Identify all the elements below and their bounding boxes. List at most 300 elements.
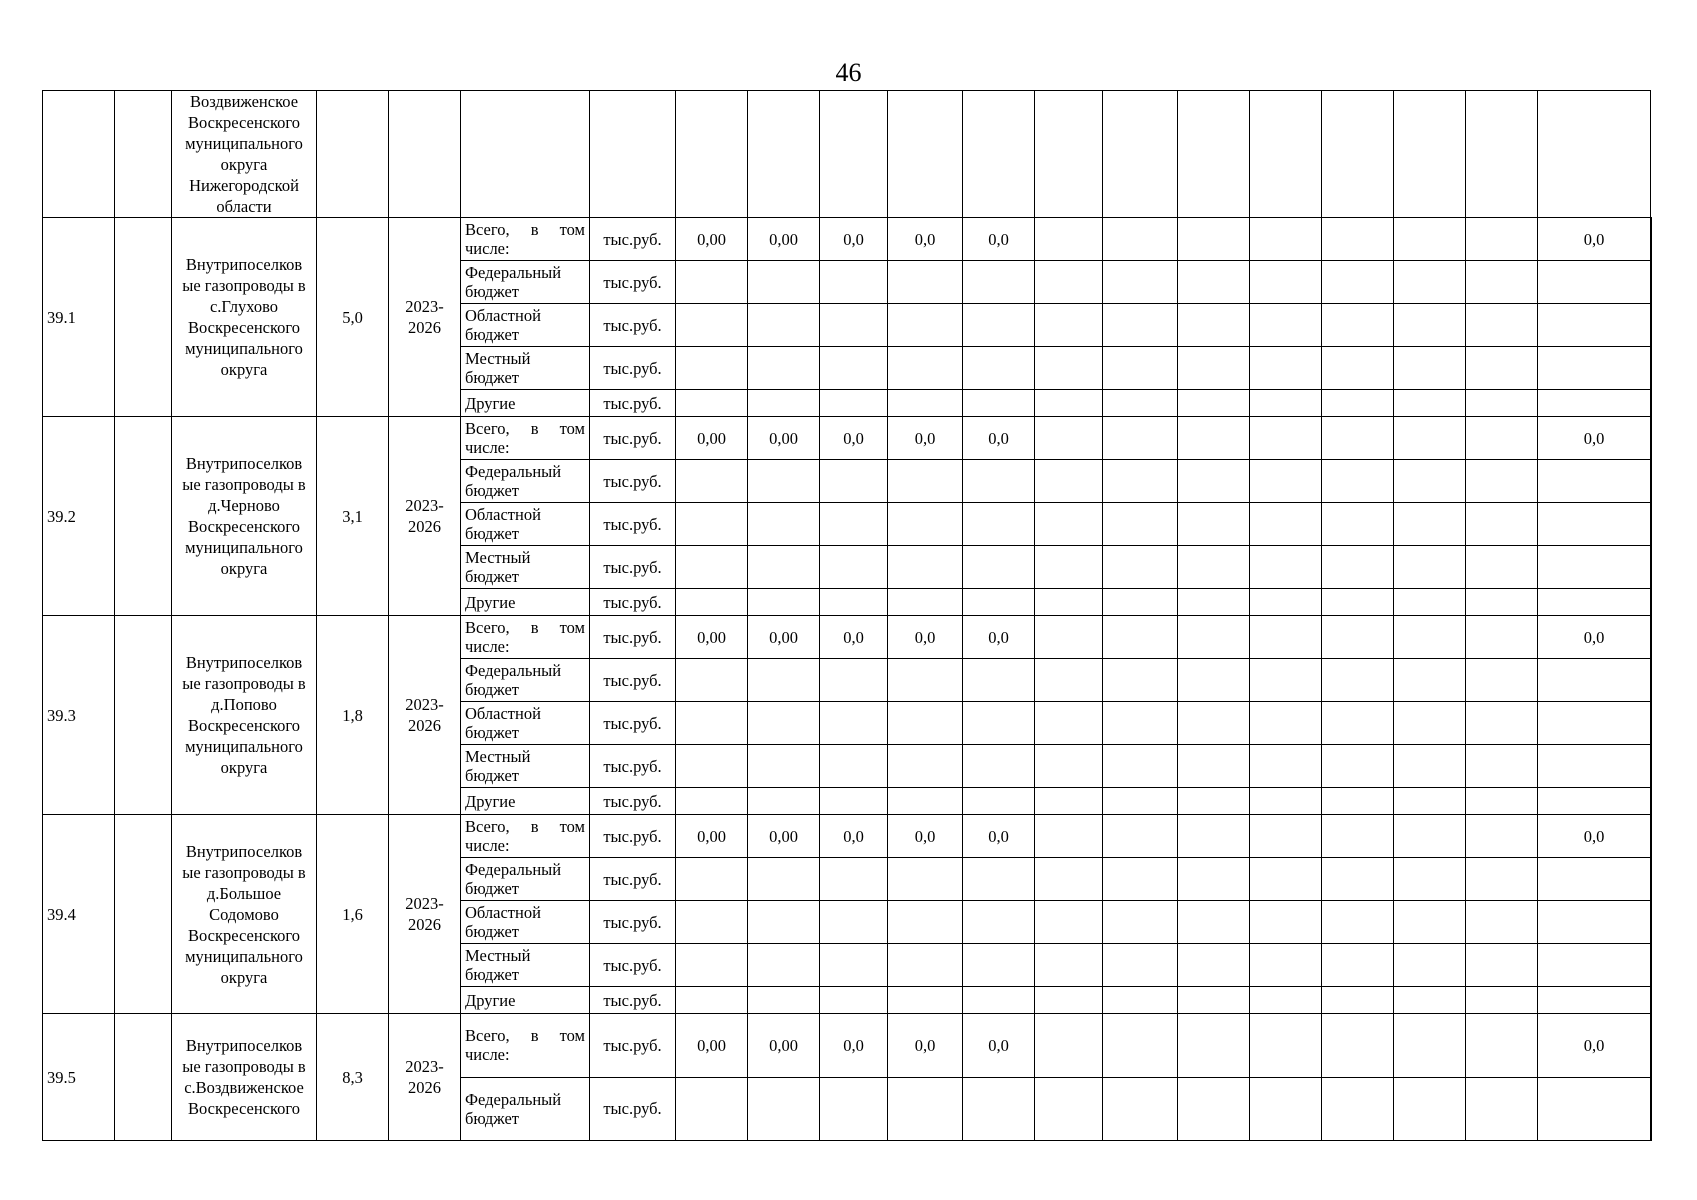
value-cell: [1035, 788, 1103, 815]
value-cell: [1035, 815, 1103, 858]
funding-source: Другие: [461, 788, 590, 815]
value-cell: [888, 304, 963, 347]
funding-source: [461, 1014, 590, 1078]
unit-label: тыс.руб.: [590, 616, 676, 659]
funding-source-line: Всего, в том: [465, 618, 585, 637]
funding-source-line: числе:: [465, 438, 510, 457]
value-cell: 0,00: [676, 417, 748, 460]
value-cell: [1322, 901, 1394, 944]
value-cell: [676, 858, 748, 901]
item-length: 1,8: [317, 616, 389, 815]
value-cell: [820, 901, 888, 944]
value-cell: [1250, 347, 1322, 390]
value-cell: [820, 304, 888, 347]
item-number: 39.2: [43, 417, 115, 616]
unit-label: тыс.руб.: [590, 901, 676, 944]
funding-source-line: числе:: [465, 239, 510, 258]
value-cell: [748, 546, 820, 589]
value-cell: [1035, 460, 1103, 503]
value-cell: 0,00: [748, 1014, 820, 1078]
value-cell: [1035, 616, 1103, 659]
value-cell: 0,00: [676, 616, 748, 659]
value-cell: [676, 1077, 748, 1141]
table-row: [43, 417, 1652, 460]
item-name: Внутрипоселков ые газопроводы в с.Воздвиженское Воскресенского: [172, 1014, 317, 1141]
value-cell: [888, 589, 963, 616]
value-cell: 0,0: [963, 417, 1035, 460]
value-cell: [820, 944, 888, 987]
value-cell: [963, 390, 1035, 417]
funding-source: Местный бюджет: [461, 546, 590, 589]
funding-source: Местный бюджет: [461, 347, 590, 390]
value-cell: 0,0: [1538, 616, 1651, 659]
value-cell: 0,0: [820, 417, 888, 460]
value-cell: [676, 788, 748, 815]
unit-label: тыс.руб.: [590, 659, 676, 702]
value-cell: [1394, 1077, 1466, 1141]
value-cell: [748, 901, 820, 944]
item-years: 2023-2026: [389, 815, 461, 1014]
value-cell: [1035, 503, 1103, 546]
value-cell: [1035, 1014, 1103, 1078]
value-cell: [1178, 589, 1250, 616]
value-cell: [1322, 815, 1394, 858]
value-cell: [676, 659, 748, 702]
value-cell: [1250, 546, 1322, 589]
value-cell: [963, 589, 1035, 616]
value-cell: [820, 987, 888, 1014]
value-cell: [1538, 546, 1651, 589]
value-cell: [1250, 901, 1322, 944]
value-cell: [1250, 659, 1322, 702]
funding-source: Областной бюджет: [461, 901, 590, 944]
page-number: 46: [835, 58, 862, 87]
item-name: Внутрипоселков ые газопроводы в д.Попово Воскресенского муниципального округа: [172, 616, 317, 815]
program-table: [42, 90, 1652, 1141]
item-note: [1651, 815, 1652, 1014]
value-cell: [1394, 745, 1466, 788]
value-cell: 0,00: [748, 815, 820, 858]
value-cell: [1394, 1014, 1466, 1078]
value-cell: [1538, 702, 1651, 745]
value-cell: [1250, 503, 1322, 546]
value-cell: [820, 702, 888, 745]
table-row: [43, 1014, 1652, 1078]
value-cell: [1035, 659, 1103, 702]
funding-source: Областной бюджет: [461, 304, 590, 347]
value-cell: [1322, 347, 1394, 390]
value-cell: [1103, 218, 1178, 261]
value-cell: [676, 261, 748, 304]
value-cell: [1103, 745, 1178, 788]
value-cell: [1250, 788, 1322, 815]
item-length: 1,6: [317, 815, 389, 1014]
value-cell: [1103, 987, 1178, 1014]
item-number: 39.3: [43, 616, 115, 815]
value-cell: [1178, 858, 1250, 901]
table-cell: [1178, 91, 1250, 218]
value-cell: [676, 460, 748, 503]
value-cell: [1538, 858, 1651, 901]
unit-label: тыс.руб.: [590, 304, 676, 347]
value-cell: [1178, 390, 1250, 417]
table-cell: [461, 91, 590, 218]
value-cell: [1466, 1014, 1538, 1078]
value-cell: [1322, 745, 1394, 788]
value-cell: [1538, 987, 1651, 1014]
value-cell: [676, 987, 748, 1014]
item-note: [1651, 417, 1652, 616]
value-cell: [820, 460, 888, 503]
funding-source-line: числе:: [465, 1045, 510, 1065]
funding-source: Федеральный бюджет: [461, 261, 590, 304]
value-cell: [820, 858, 888, 901]
value-cell: [1250, 1014, 1322, 1078]
value-cell: [676, 546, 748, 589]
value-cell: [820, 390, 888, 417]
value-cell: [1322, 417, 1394, 460]
value-cell: [1466, 702, 1538, 745]
funding-source: Другие: [461, 987, 590, 1014]
value-cell: [1103, 815, 1178, 858]
value-cell: [1394, 901, 1466, 944]
value-cell: [1250, 218, 1322, 261]
value-cell: [1538, 347, 1651, 390]
value-cell: [1178, 261, 1250, 304]
item-years: 2023-2026: [389, 417, 461, 616]
value-cell: [1322, 659, 1394, 702]
unit-label: тыс.руб.: [590, 702, 676, 745]
value-cell: [1538, 460, 1651, 503]
value-cell: [1394, 659, 1466, 702]
funding-source: Местный бюджет: [461, 745, 590, 788]
value-cell: 0,0: [888, 417, 963, 460]
item-number: 39.5: [43, 1014, 115, 1141]
funding-source-line: Всего, в том: [465, 817, 585, 836]
value-cell: [888, 745, 963, 788]
value-cell: [1394, 944, 1466, 987]
value-cell: [1322, 858, 1394, 901]
value-cell: [963, 546, 1035, 589]
value-cell: [1178, 460, 1250, 503]
value-cell: [1035, 1077, 1103, 1141]
value-cell: [748, 304, 820, 347]
unit-label: тыс.руб.: [590, 745, 676, 788]
item-length: 8,3: [317, 1014, 389, 1141]
value-cell: [748, 1077, 820, 1141]
funding-source-line: числе:: [465, 637, 510, 656]
value-cell: [1394, 858, 1466, 901]
unit-label: тыс.руб.: [590, 944, 676, 987]
value-cell: [1250, 944, 1322, 987]
value-cell: [1538, 589, 1651, 616]
value-cell: [1178, 815, 1250, 858]
value-cell: [748, 702, 820, 745]
value-cell: 0,0: [1538, 815, 1651, 858]
value-cell: 0,00: [676, 218, 748, 261]
value-cell: [1035, 858, 1103, 901]
value-cell: [1103, 788, 1178, 815]
value-cell: [748, 390, 820, 417]
value-cell: [820, 788, 888, 815]
table-cell: [115, 91, 172, 218]
value-cell: [1394, 503, 1466, 546]
item-name: Внутрипоселков ые газопроводы в д.Большое Содомово Воскресенского муниципального округа: [172, 815, 317, 1014]
value-cell: [1178, 304, 1250, 347]
table-cell: [43, 91, 115, 218]
funding-source: Федеральный бюджет: [461, 460, 590, 503]
value-cell: [1178, 616, 1250, 659]
value-cell: [1394, 460, 1466, 503]
value-cell: [1178, 546, 1250, 589]
value-cell: [1103, 659, 1178, 702]
value-cell: [1322, 1077, 1394, 1141]
value-cell: [888, 460, 963, 503]
unit-label: тыс.руб.: [590, 503, 676, 546]
value-cell: [748, 788, 820, 815]
value-cell: [888, 1077, 963, 1141]
funding-source: [461, 218, 590, 261]
value-cell: [1103, 589, 1178, 616]
value-cell: [1250, 702, 1322, 745]
value-cell: 0,0: [1538, 218, 1651, 261]
value-cell: 0,0: [888, 815, 963, 858]
value-cell: [820, 589, 888, 616]
value-cell: [1250, 616, 1322, 659]
table-cell: [1250, 91, 1322, 218]
value-cell: [1322, 702, 1394, 745]
value-cell: [1103, 944, 1178, 987]
value-cell: [1178, 503, 1250, 546]
value-cell: [963, 858, 1035, 901]
value-cell: [1103, 702, 1178, 745]
table-cell: [748, 91, 820, 218]
value-cell: [1394, 261, 1466, 304]
value-cell: 0,0: [963, 616, 1035, 659]
value-cell: [748, 503, 820, 546]
value-cell: [1322, 616, 1394, 659]
item-years: 2023-2026: [389, 1014, 461, 1141]
table-row: [43, 91, 1652, 218]
value-cell: [1250, 589, 1322, 616]
unit-label: тыс.руб.: [590, 390, 676, 417]
value-cell: [888, 503, 963, 546]
value-cell: [1035, 901, 1103, 944]
table-row: [43, 218, 1652, 261]
value-cell: [888, 546, 963, 589]
value-cell: [1466, 460, 1538, 503]
value-cell: [1035, 417, 1103, 460]
item-length: 3,1: [317, 417, 389, 616]
value-cell: [1250, 460, 1322, 503]
value-cell: [1035, 218, 1103, 261]
value-cell: [1250, 858, 1322, 901]
value-cell: [963, 702, 1035, 745]
value-cell: [1103, 347, 1178, 390]
value-cell: 0,00: [748, 417, 820, 460]
value-cell: [676, 702, 748, 745]
unit-label: тыс.руб.: [590, 347, 676, 390]
value-cell: [1538, 788, 1651, 815]
value-cell: 0,0: [820, 1014, 888, 1078]
funding-source: Другие: [461, 589, 590, 616]
value-cell: [1322, 589, 1394, 616]
value-cell: [888, 659, 963, 702]
unit-label: тыс.руб.: [590, 788, 676, 815]
value-cell: [1035, 347, 1103, 390]
value-cell: [676, 901, 748, 944]
value-cell: [748, 745, 820, 788]
value-cell: 0,0: [820, 218, 888, 261]
table-cell: [317, 91, 389, 218]
value-cell: [1103, 1077, 1178, 1141]
value-cell: [1178, 218, 1250, 261]
value-cell: [820, 745, 888, 788]
value-cell: [1178, 788, 1250, 815]
value-cell: [748, 944, 820, 987]
value-cell: [1466, 745, 1538, 788]
value-cell: [1250, 304, 1322, 347]
value-cell: [888, 901, 963, 944]
value-cell: [820, 503, 888, 546]
value-cell: [748, 347, 820, 390]
value-cell: [1466, 304, 1538, 347]
value-cell: [1466, 944, 1538, 987]
funding-source: [461, 417, 590, 460]
value-cell: [1103, 616, 1178, 659]
value-cell: [1322, 546, 1394, 589]
table-cell: [888, 91, 963, 218]
table-cell: [115, 1014, 172, 1141]
table-cell: [1322, 91, 1394, 218]
value-cell: [820, 1077, 888, 1141]
value-cell: [1466, 218, 1538, 261]
funding-source: Областной бюджет: [461, 503, 590, 546]
unit-label: тыс.руб.: [590, 546, 676, 589]
value-cell: [676, 347, 748, 390]
value-cell: [1322, 944, 1394, 987]
unit-label: тыс.руб.: [590, 858, 676, 901]
value-cell: [1035, 261, 1103, 304]
value-cell: [820, 546, 888, 589]
value-cell: [820, 659, 888, 702]
value-cell: [1466, 858, 1538, 901]
value-cell: [888, 987, 963, 1014]
value-cell: [963, 901, 1035, 944]
value-cell: [1466, 1077, 1538, 1141]
value-cell: [888, 858, 963, 901]
value-cell: [1035, 944, 1103, 987]
value-cell: [1538, 304, 1651, 347]
value-cell: [963, 261, 1035, 304]
value-cell: [1322, 218, 1394, 261]
value-cell: [1322, 987, 1394, 1014]
funding-source-line: числе:: [465, 836, 510, 855]
value-cell: 0,0: [1538, 1014, 1651, 1078]
item-note: [1651, 218, 1652, 417]
value-cell: [748, 261, 820, 304]
value-cell: [1250, 261, 1322, 304]
value-cell: [1322, 304, 1394, 347]
value-cell: [888, 788, 963, 815]
item-name: Внутрипоселков ые газопроводы в с.Глухово Воскресенского муниципального округа: [172, 218, 317, 417]
funding-source: Другие: [461, 390, 590, 417]
unit-label: тыс.руб.: [590, 987, 676, 1014]
table-cell: [389, 91, 461, 218]
value-cell: [1466, 503, 1538, 546]
value-cell: [1103, 390, 1178, 417]
item-number: 39.4: [43, 815, 115, 1014]
funding-source-line: Всего, в том: [465, 419, 585, 438]
table-cell: [1394, 91, 1466, 218]
table-cell: [1538, 91, 1651, 218]
table-row: [43, 815, 1652, 858]
value-cell: [1250, 815, 1322, 858]
funding-source-line: Всего, в том: [465, 1026, 585, 1046]
table-cell: [1466, 91, 1538, 218]
funding-source: Федеральный бюджет: [461, 659, 590, 702]
value-cell: [1538, 659, 1651, 702]
value-cell: 0,00: [748, 218, 820, 261]
unit-label: тыс.руб.: [590, 218, 676, 261]
value-cell: [963, 659, 1035, 702]
table-cell: [590, 91, 676, 218]
value-cell: [1394, 616, 1466, 659]
unit-label: тыс.руб.: [590, 261, 676, 304]
value-cell: [1103, 503, 1178, 546]
value-cell: [963, 347, 1035, 390]
value-cell: 0,0: [963, 218, 1035, 261]
value-cell: [1394, 417, 1466, 460]
value-cell: [1250, 417, 1322, 460]
value-cell: 0,0: [963, 1014, 1035, 1078]
unit-label: тыс.руб.: [590, 417, 676, 460]
value-cell: [1103, 417, 1178, 460]
table-cell: [115, 815, 172, 1014]
value-cell: [1538, 1077, 1651, 1141]
item-length: 5,0: [317, 218, 389, 417]
value-cell: [1394, 304, 1466, 347]
value-cell: [1103, 261, 1178, 304]
value-cell: [820, 261, 888, 304]
value-cell: [1394, 589, 1466, 616]
item-name: Внутрипоселков ые газопроводы в д.Черново Воскресенского муниципального округа: [172, 417, 317, 616]
value-cell: [1394, 702, 1466, 745]
value-cell: [1103, 858, 1178, 901]
item-note: [1651, 616, 1652, 815]
value-cell: [1394, 390, 1466, 417]
table-cell: [963, 91, 1035, 218]
value-cell: 0,00: [676, 1014, 748, 1078]
value-cell: 0,0: [888, 616, 963, 659]
value-cell: [1394, 788, 1466, 815]
value-cell: [1035, 589, 1103, 616]
value-cell: [1322, 503, 1394, 546]
funding-source: Местный бюджет: [461, 944, 590, 987]
value-cell: [1178, 987, 1250, 1014]
table-cell: [820, 91, 888, 218]
value-cell: [1538, 745, 1651, 788]
value-cell: [963, 1077, 1035, 1141]
value-cell: [1035, 987, 1103, 1014]
value-cell: [1466, 788, 1538, 815]
value-cell: [888, 390, 963, 417]
value-cell: 0,00: [748, 616, 820, 659]
table-cell: [115, 417, 172, 616]
value-cell: [1538, 261, 1651, 304]
value-cell: [1103, 901, 1178, 944]
value-cell: [1178, 417, 1250, 460]
